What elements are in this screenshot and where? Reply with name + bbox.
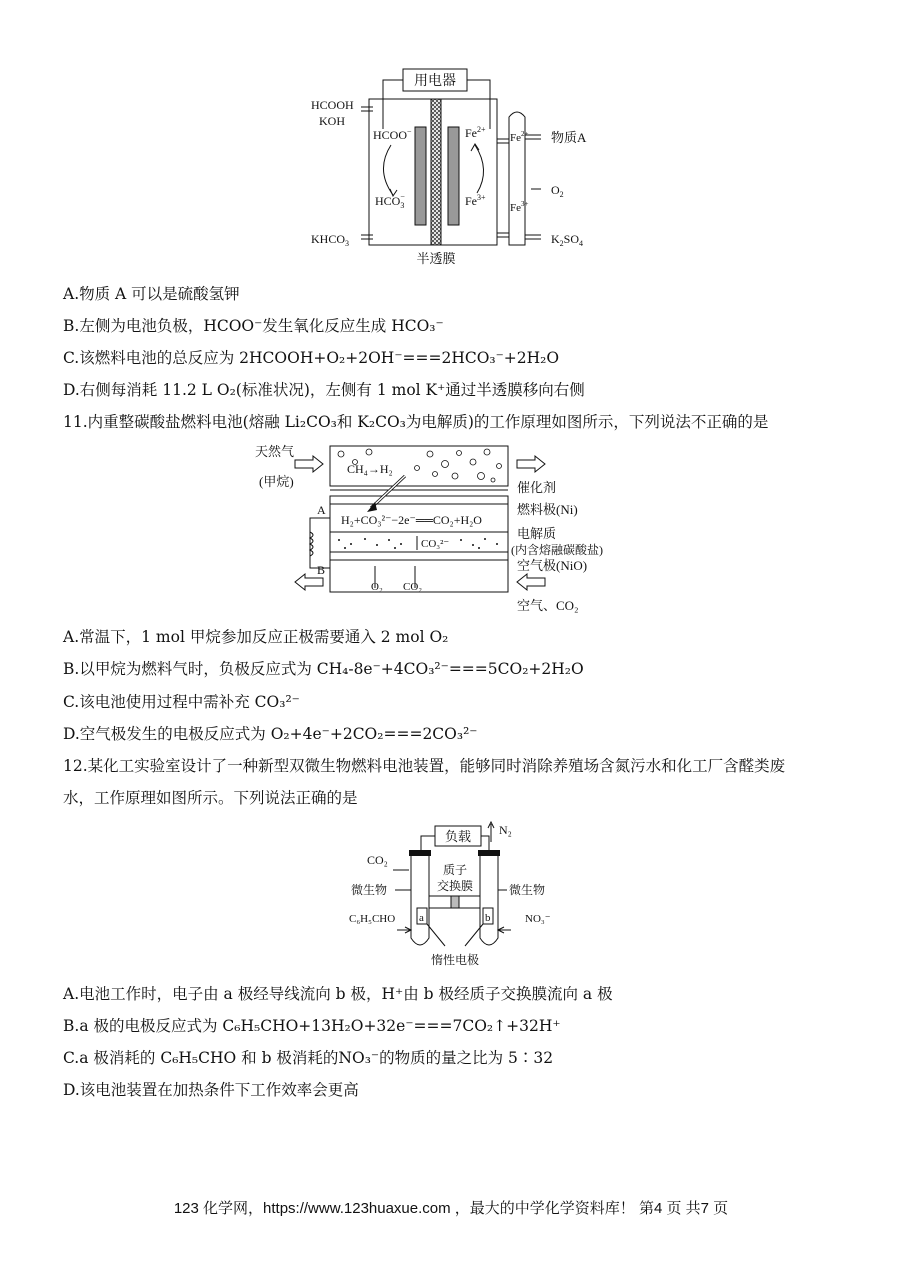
o2-label: $O_2$	[551, 183, 564, 199]
q12-stem-line1: 12.某化工实验室设计了一种新型双微生物燃料电池装置，能够同时消除养殖场含氮污水和化工厂含醛类废	[63, 757, 786, 775]
n2-label: N₂	[499, 823, 512, 837]
q11-option-d: D.空气极发生的电极反应式为 O₂+4e⁻+2CO₂===2CO₃²⁻	[63, 725, 478, 743]
co3-label: CO₃²⁻	[421, 538, 450, 550]
load-label: 用电器	[414, 74, 456, 89]
fuel-cell-diagram-1	[305, 65, 605, 270]
electrode-b-label: b	[485, 912, 491, 924]
benzaldehyde-label: C₆H₅CHO	[349, 913, 396, 925]
q10-option-a: A.物质 A 可以是硫酸氢钾	[63, 285, 240, 303]
q10-option-d: D.右侧每消耗 11.2 L O₂(标准状况)，左侧有 1 mol K⁺通过半透膜移向右侧	[63, 381, 585, 399]
page-footer: 123 化学网，https://www.123huaxue.com ，最大的中学化学资料库！ 第4 页 共7 页	[173, 1200, 729, 1217]
q11-option-b: B.以甲烷为燃料气时，负极反应式为 CH₄-8e⁻+4CO₃²⁻===5CO₂+2H₂O	[63, 660, 584, 678]
electrolyte-label: 电解质	[517, 526, 557, 541]
co2-label: CO₂	[403, 581, 423, 593]
microbe-left-label: 微生物	[351, 883, 388, 897]
air-in-label: 空气、CO₂	[517, 598, 579, 613]
fe2-label: $Fe^{2+}$	[465, 125, 486, 140]
q12-option-d: D.该电池装置在加热条件下工作效率会更高	[63, 1081, 359, 1099]
microbe-right-label: 微生物	[509, 883, 546, 897]
q11-stem: 11.内重整碳酸盐燃料电池(熔融 Li₂CO₃和 K₂CO₃为电解质)的工作原理如图所示，下列说法不正确的是	[63, 413, 769, 431]
koh-label: KOH	[319, 114, 345, 128]
substance-a-label: 物质A	[551, 130, 587, 145]
gas-in-sub-label: (甲烷)	[259, 474, 294, 489]
hco3-label: $HCO_3-$	[375, 192, 405, 210]
q11-option-a: A.常温下，1 mol 甲烷参加反应正极需要通入 2 mol O₂	[63, 628, 449, 646]
q12-option-a: A.电池工作时，电子由 a 极经导线流向 b 极，H⁺由 b 极经质子交换膜流向 a 极	[63, 985, 613, 1003]
load-label: 负载	[444, 829, 472, 844]
reform-label: CH₄→H₂	[347, 462, 393, 476]
carbonate-fuel-cell-diagram	[255, 440, 615, 618]
reaction-label: H₂+CO₃²⁻−2e⁻══CO₂+H₂O	[341, 513, 482, 527]
q12-option-b: B.a 极的电极反应式为 C₆H₅CHO+13H₂O+32e⁻===7CO₂↑+32H⁺	[63, 1017, 561, 1035]
o2-label: O₂	[371, 581, 383, 593]
air-electrode-label: 空气极(NiO)	[517, 558, 588, 573]
q12-option-c: C.a 极消耗的 C₆H₅CHO 和 b 极消耗的NO₃⁻的物质的量之比为 5∶32	[63, 1049, 554, 1067]
khco3-label: $KHCO_3$	[311, 232, 350, 248]
electrode-a-label: a	[419, 912, 424, 924]
gas-in-label: 天然气	[255, 444, 295, 459]
electrolyte-note-label: (内含熔融碳酸盐)	[511, 543, 603, 557]
hcoo-label: HCOO−	[373, 127, 412, 142]
fe2-right-label: $Fe^{2+}$	[510, 130, 529, 144]
membrane-label: 半透膜	[416, 251, 456, 266]
fe3-right-label: $Fe^{3+}$	[510, 200, 529, 214]
nitrate-label: NO₃⁻	[525, 913, 551, 925]
k2so4-label: $K_2SO_4$	[551, 232, 584, 248]
q12-stem-line2: 水，工作原理如图所示。下列说法正确的是	[63, 789, 358, 807]
terminal-b-label: B	[317, 563, 326, 577]
membrane-label-line2: 交换膜	[436, 879, 474, 893]
co2-label: CO₂	[367, 853, 388, 867]
terminal-a-label: A	[317, 503, 326, 517]
q10-option-c: C.该燃料电池的总反应为 2HCOOH+O₂+2OH⁻===2HCO₃⁻+2H₂O	[63, 349, 560, 367]
membrane-label-line1: 质子	[442, 863, 468, 877]
hcooh-label: HCOOH	[311, 98, 354, 112]
catalyst-label: 催化剂	[517, 480, 557, 495]
q10-option-b: B.左侧为电池负极，HCOO⁻发生氧化反应生成 HCO₃⁻	[63, 317, 444, 335]
fe3-label: $Fe^{3+}$	[465, 193, 486, 208]
fuel-electrode-label: 燃料极(Ni)	[517, 502, 578, 517]
q11-option-c: C.该电池使用过程中需补充 CO₃²⁻	[63, 693, 300, 711]
inert-electrode-label: 惰性电极	[430, 953, 480, 967]
dual-microbial-fuel-cell-diagram	[345, 818, 565, 973]
